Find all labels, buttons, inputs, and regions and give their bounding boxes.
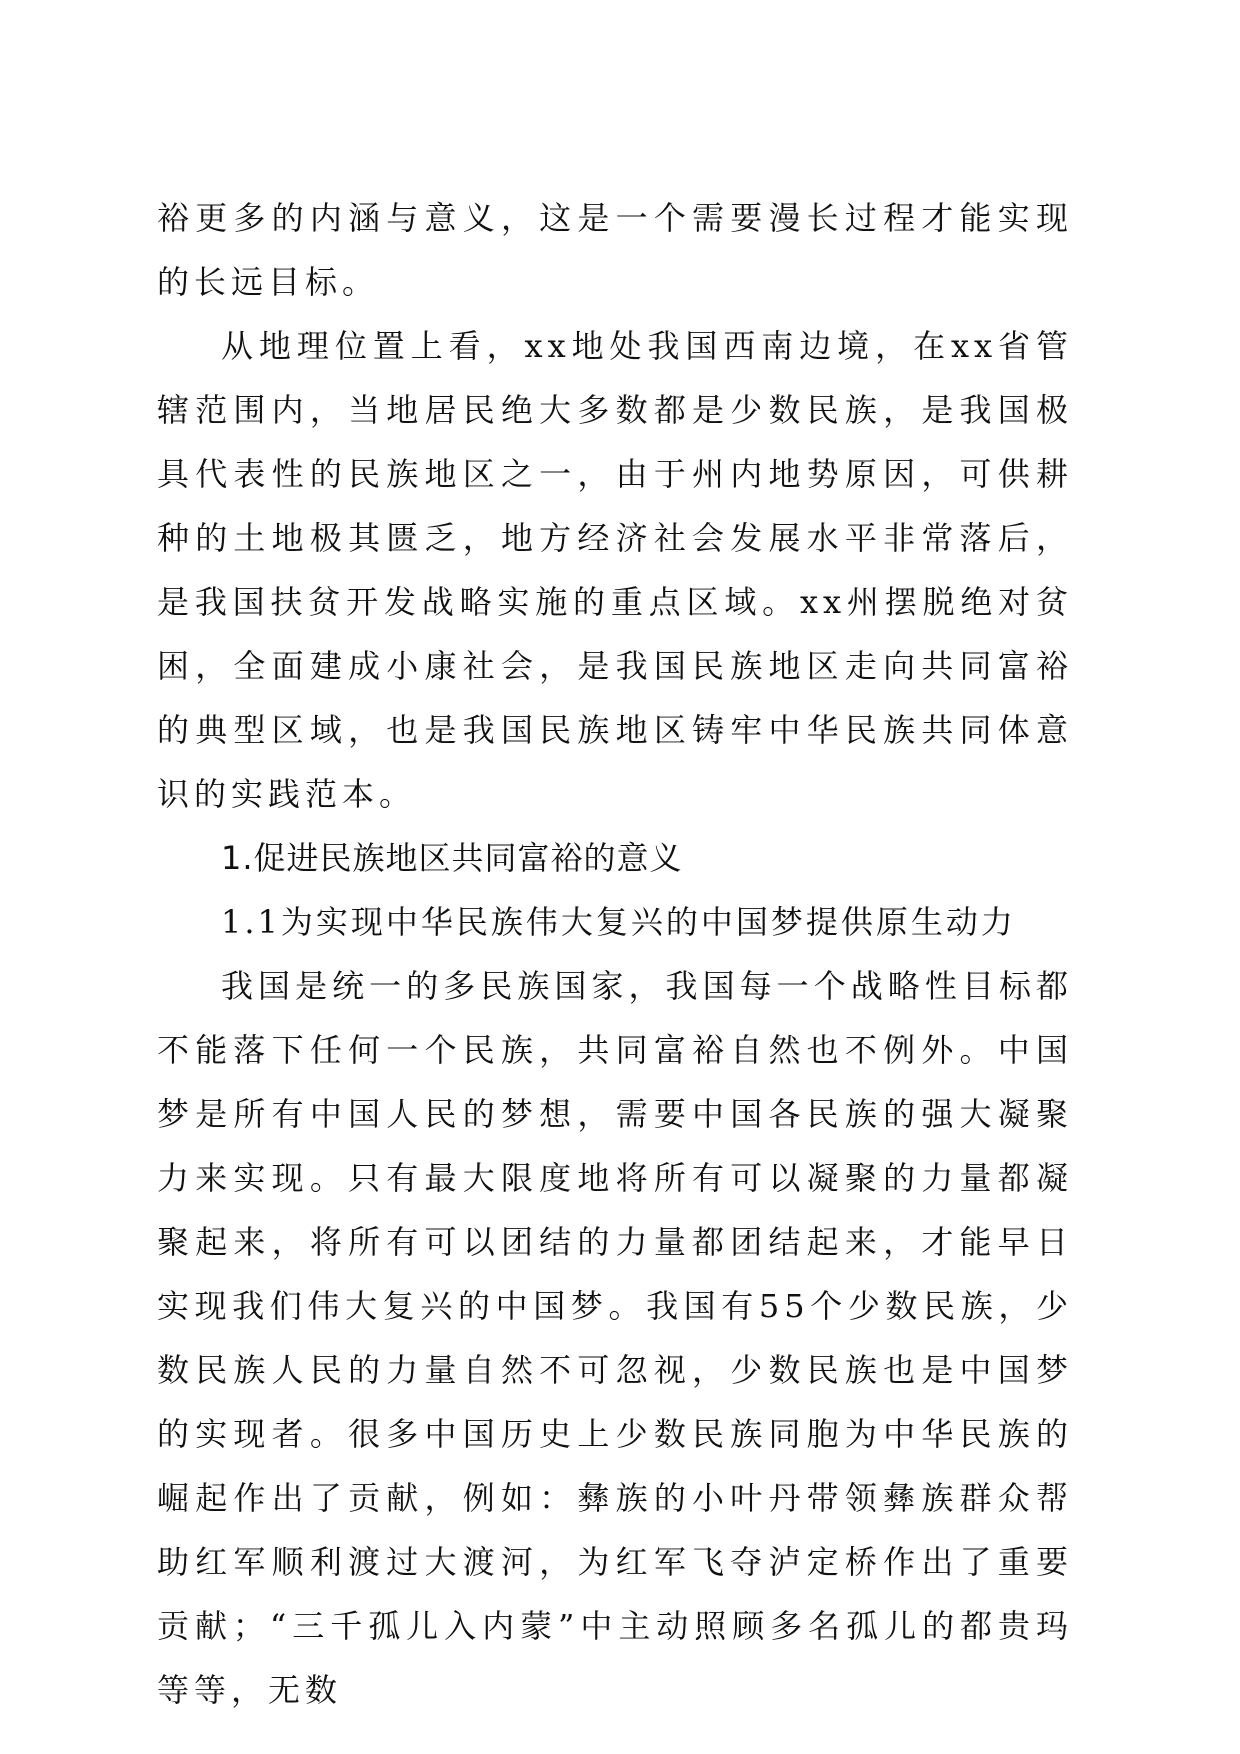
paragraph-geography: 从地理位置上看，xx地处我国西南边境，在xx省管辖范围内，当地居民绝大多数都是少数民族，是我国极具代表性的民族地区之一，由于州内地势原因，可供耕种的土地极其匮乏，地方经济社会发展水平非常落后，是我国扶贫开发战略实施的重点区域。xx州摆脱绝对贫困，全面建成小康社会，是我国民族地区走向共同富裕的典型区域，也是我国民族地区铸牢中华民族共同体意识的实践范本。 (157, 327, 1073, 813)
paragraph-chinese-dream: 我国是统一的多民族国家，我国每一个战略性目标都不能落下任何一个民族，共同富裕自然也不例外。中国梦是所有中国人民的梦想，需要中国各民族的强大凝聚力来实现。只有最大限度地将所有可以凝聚的力量都凝聚起来，将所有可以团结的力量都团结起来，才能早日实现我们伟大复兴的中国梦。我国有55个少数民族，少数民族人民的力量自然不可忽视，少数民族也是中国梦的实现者。很多中国历史上少数民族同胞为中华民族的崛起作出了贡献，例如：彝族的小叶丹带领彝族群众帮助红军顺利渡过大渡河，为红军飞夺泸定桥作出了重要贡献；“三千孤儿入内蒙”中主动照顾多名孤儿的都贵玛等等，无数 (157, 967, 1073, 1709)
section-heading: 1.促进民族地区共同富裕的意义 (221, 839, 683, 877)
document-body (157, 186, 1073, 1722)
subsection-heading: 1.1为实现中华民族伟大复兴的中国梦提供原生动力 (221, 903, 1016, 941)
paragraph-continuation: 裕更多的内涵与意义，这是一个需要漫长过程才能实现的长远目标。 (157, 199, 1073, 301)
